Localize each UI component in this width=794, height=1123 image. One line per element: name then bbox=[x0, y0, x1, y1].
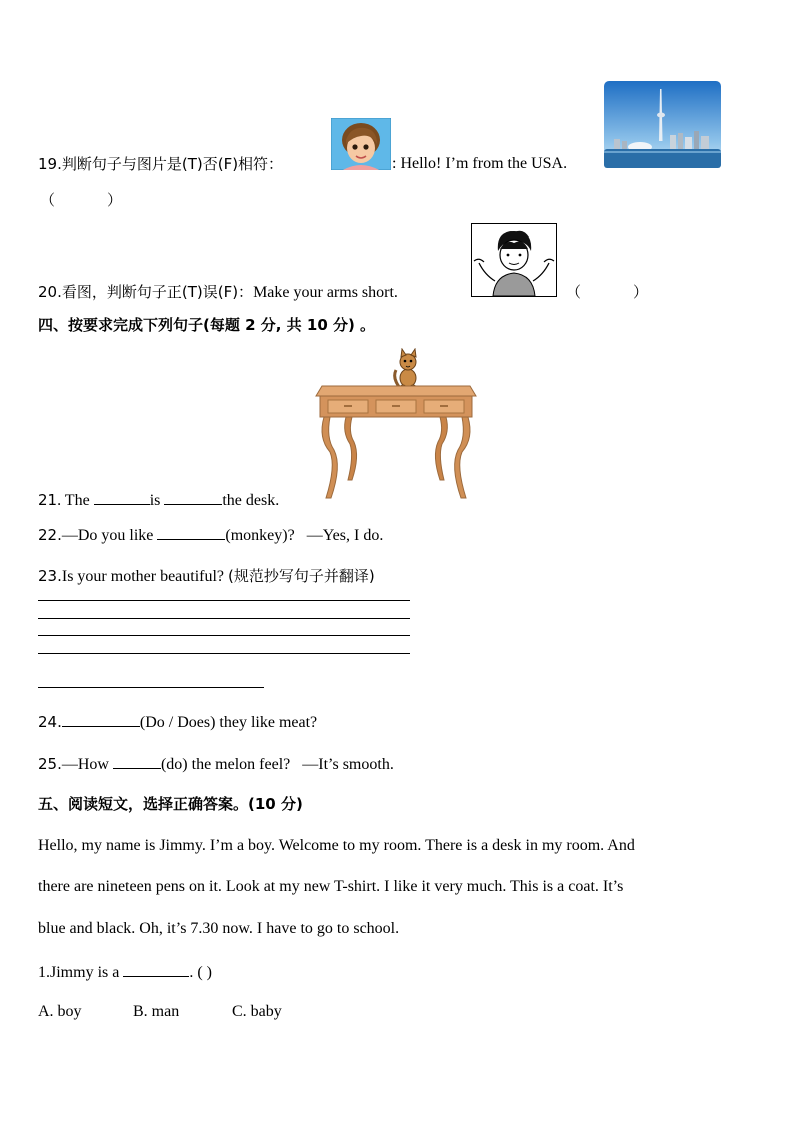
q25-number: 25. bbox=[38, 755, 62, 773]
q24-number: 24. bbox=[38, 713, 62, 731]
section-5-score: (10 分) bbox=[248, 795, 303, 813]
q22-blank[interactable] bbox=[157, 524, 225, 540]
q20-sentence: Make your arms short. bbox=[253, 284, 398, 301]
toronto-skyline-image bbox=[604, 81, 721, 168]
passage-line-1: Hello, my name is Jimmy. I’m a boy. Welcome to my room. There is a desk in my room. And bbox=[38, 837, 635, 854]
q21-text-b: is bbox=[149, 492, 161, 509]
q24-text-a: (Do / Does) they like meat? bbox=[139, 714, 318, 731]
q21-text-a: . The bbox=[57, 492, 90, 509]
q20-line bbox=[38, 282, 398, 303]
passage-line-2: there are nineteen pens on it. Look at my new T-shirt. I like it very much. This is a coat. It’s bbox=[38, 878, 624, 895]
q19-bracket-close: ） bbox=[107, 191, 123, 209]
shrugging-person-image bbox=[471, 223, 557, 297]
q25-text-a: —How bbox=[61, 756, 109, 773]
section-5-heading-text: 五、阅读短文，选择正确答案。 bbox=[38, 795, 249, 813]
q24-blank[interactable] bbox=[62, 711, 140, 727]
passage-line-3: blue and black. Oh, it’s 7.30 now. I have to go to school. bbox=[38, 920, 400, 937]
q21-blank-1[interactable] bbox=[94, 489, 150, 505]
q25-blank[interactable] bbox=[113, 753, 161, 769]
q24-line bbox=[38, 711, 317, 733]
q19-number: 19. bbox=[38, 155, 62, 173]
q19-answer-bracket[interactable] bbox=[40, 190, 122, 210]
q22-text-a: —Do you like bbox=[61, 527, 154, 544]
q22-text-c: —Yes, I do. bbox=[306, 527, 384, 544]
reading-q1-line bbox=[38, 961, 212, 983]
q19-line bbox=[38, 154, 283, 175]
q19-bracket-open: （ bbox=[40, 191, 56, 209]
boy-face-image bbox=[331, 118, 391, 170]
cat-on-desk-image bbox=[312, 348, 480, 504]
q23-number: 23. bbox=[38, 567, 62, 585]
q23-writing-line-1[interactable] bbox=[38, 600, 410, 601]
q22-text-b: (monkey)? bbox=[225, 527, 295, 544]
q23-writing-line-3[interactable] bbox=[38, 635, 410, 636]
reading-q1-tail: . ( ) bbox=[189, 964, 212, 981]
q21-blank-2[interactable] bbox=[164, 489, 222, 505]
q19-prompt: 判断句子与图片是(T)否(F)相符： bbox=[61, 155, 284, 173]
reading-q1-text: 1.Jimmy is a bbox=[38, 964, 120, 981]
q20-prompt: 看图，判断句子正(T)误(F)： bbox=[61, 283, 254, 301]
q20-bracket-close: ） bbox=[633, 283, 649, 301]
q23-translation-line[interactable] bbox=[38, 687, 264, 688]
q22-number: 22. bbox=[38, 526, 62, 544]
q23-line bbox=[38, 566, 375, 587]
q25-line bbox=[38, 753, 394, 775]
q23-writing-line-4[interactable] bbox=[38, 653, 410, 654]
reading-q1-blank[interactable] bbox=[123, 961, 189, 977]
q21-number: 21 bbox=[38, 491, 58, 509]
section-4-heading: 四、按要求完成下列句子(每题 2 分, 共 10 分) 。 bbox=[38, 316, 376, 334]
q22-line bbox=[38, 524, 383, 546]
q20-answer-bracket[interactable] bbox=[566, 282, 648, 302]
q21-line bbox=[38, 489, 279, 511]
q23-writing-line-2[interactable] bbox=[38, 618, 410, 619]
q20-bracket-open: （ bbox=[566, 283, 582, 301]
q25-text-b: (do) the melon feel? bbox=[160, 756, 291, 773]
reading-q1-option-a[interactable]: A. boy bbox=[38, 1003, 82, 1020]
q19-sentence: : Hello! I’m from the USA. bbox=[392, 155, 568, 172]
section-5-heading bbox=[38, 794, 303, 815]
q20-number: 20. bbox=[38, 283, 62, 301]
q23-instruction: (规范抄写句子并翻译) bbox=[228, 567, 375, 585]
q23-text-a: Is your mother beautiful? bbox=[61, 568, 225, 585]
q25-text-c: —It’s smooth. bbox=[302, 756, 394, 773]
reading-q1-option-b[interactable]: B. man bbox=[133, 1003, 180, 1020]
q21-text-c: the desk. bbox=[222, 492, 280, 509]
reading-q1-option-c[interactable]: C. baby bbox=[232, 1003, 282, 1020]
